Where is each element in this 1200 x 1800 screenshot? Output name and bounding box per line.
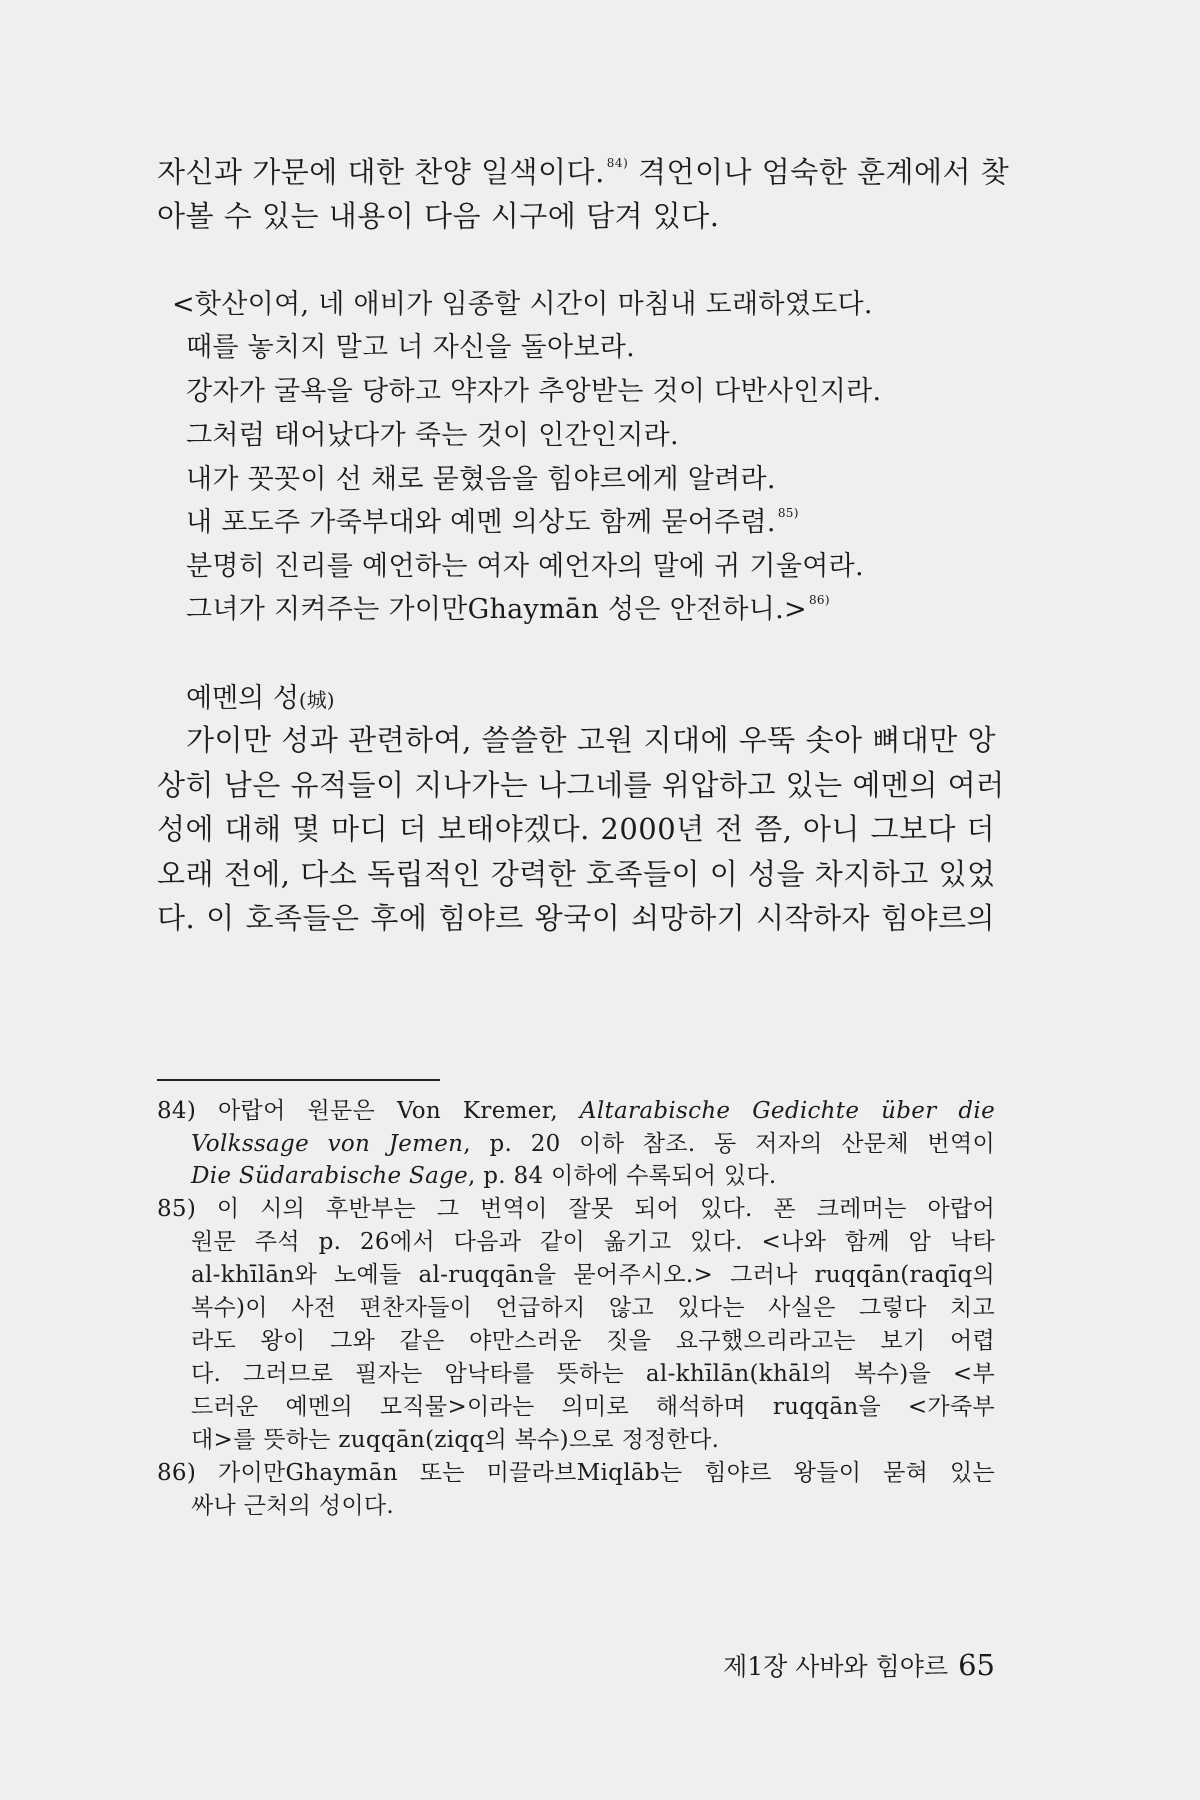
footnote-ref-84: 84) [606, 156, 629, 171]
section-heading [186, 676, 335, 715]
footnote-84-line-1 [157, 1092, 995, 1125]
paragraph-line-1: 가이만 성과 관련하여, 쓸쓸한 고원 지대에 우뚝 솟아 뼈대만 앙 [186, 723, 997, 757]
poem-line-8 [186, 587, 830, 626]
body-text: 자신과 가문에 대한 찬양 일색이다. [157, 155, 605, 189]
footnote-85-line-5: 라도 왕이 그와 같은 야만스러운 짓을 요구했으리라고는 보기 어렵 [191, 1328, 995, 1354]
page-number: 65 [958, 1648, 995, 1682]
footnote-85-line-4: 복수)이 사전 편찬자들이 언급하지 않고 있다는 사실은 그렇다 치고 [191, 1295, 995, 1321]
footnote-text: , p. 20 이하 참조. 동 저자의 산문체 번역이 [463, 1131, 995, 1157]
poem-line-7: 분명히 진리를 예언하는 여자 예언자의 말에 귀 기울여라. [186, 551, 864, 582]
footnote-text: , p. 84 이하에 수록되어 있다. [468, 1163, 777, 1189]
footnote-title: Altarabische Gedichte über die [579, 1098, 995, 1124]
footnote-86-line-2: 싸나 근처의 성이다. [191, 1493, 394, 1519]
paragraph-line-3: 성에 대해 몇 마디 더 보태야겠다. 2000년 전 쯤, 아니 그보다 더 [157, 812, 995, 846]
footnote-ref-86: 86) [808, 593, 830, 607]
running-footer-chapter: 제1장 사바와 힘야르 [723, 1652, 949, 1681]
footnote-86-line-1: 86) 가이만Ghaymān 또는 미끌라브Miqlāb는 힘야르 왕들이 묻혀 있는 [157, 1460, 995, 1486]
footnote-divider [157, 1079, 440, 1081]
paragraph-line-4: 오래 전에, 다소 독립적인 강력한 호족들이 이 성을 차지하고 있었 [157, 857, 996, 891]
poem-line-3: 강자가 굴욕을 당하고 약자가 추앙받는 것이 다반사인지라. [186, 376, 882, 407]
footnote-84-line-2 [191, 1125, 995, 1158]
heading-text: 예멘의 성 [186, 683, 299, 714]
footnote-85-line-8: 대>를 뜻하는 zuqqān(ziqq의 복수)으로 정정한다. [191, 1427, 720, 1453]
poem-line-5: 내가 꼿꼿이 선 채로 묻혔음을 힘야르에게 알려라. [186, 464, 776, 495]
body-text: 격언이나 엄숙한 훈계에서 찾 [628, 155, 1010, 189]
footnote-84-line-3 [191, 1157, 777, 1190]
footnote-85-line-3: al-khīlān와 노예들 al-ruqqān을 묻어주시오.> 그러나 ruqqān(raqīq의 [191, 1262, 995, 1288]
footnote-ref-85: 85) [777, 506, 799, 520]
footnote-85-line-7: 드러운 예멘의 모직물>이라는 의미로 해석하며 ruqqān을 <가죽부 [191, 1394, 995, 1420]
footnote-85-line-2: 원문 주석 p. 26에서 다음과 같이 옮기고 있다. <나와 함께 암 낙타 [191, 1229, 995, 1255]
poem-line-6 [186, 500, 799, 539]
poem-text: 그녀가 지켜주는 가이만Ghaymān 성은 안전하니.> [186, 594, 807, 625]
footnote-text: 84) 아랍어 원문은 Von Kremer, [157, 1098, 580, 1124]
poem-text: 내 포도주 가죽부대와 예멘 의상도 함께 묻어주렴. [186, 507, 776, 538]
poem-line-1: <핫산이여, 네 애비가 임종할 시간이 마침내 도래하였도다. [172, 289, 873, 320]
poem-line-2: 때를 놓치지 말고 너 자신을 돌아보라. [186, 332, 636, 363]
poem-line-4: 그처럼 태어났다가 죽는 것이 인간인지라. [186, 420, 679, 451]
heading-hanja: (城) [298, 688, 335, 712]
footnote-title: Volkssage von Jemen [191, 1131, 464, 1157]
footnote-85-line-1: 85) 이 시의 후반부는 그 번역이 잘못 되어 있다. 폰 크레머는 아랍어 [157, 1196, 995, 1222]
body-line-2: 아볼 수 있는 내용이 다음 시구에 담겨 있다. [157, 199, 720, 233]
body-line-1 [157, 150, 1010, 191]
paragraph-line-5: 다. 이 호족들은 후에 힘야르 왕국이 쇠망하기 시작하자 힘야르의 [157, 901, 995, 935]
page-footer [723, 1647, 995, 1683]
footnote-title: Die Südarabische Sage [191, 1163, 469, 1189]
paragraph-line-2: 상히 남은 유적들이 지나가는 나그네를 위압하고 있는 예멘의 여러 [157, 768, 1005, 802]
footnote-85-line-6: 다. 그러므로 필자는 암낙타를 뜻하는 al-khīlān(khāl의 복수)을 <부 [191, 1361, 995, 1387]
